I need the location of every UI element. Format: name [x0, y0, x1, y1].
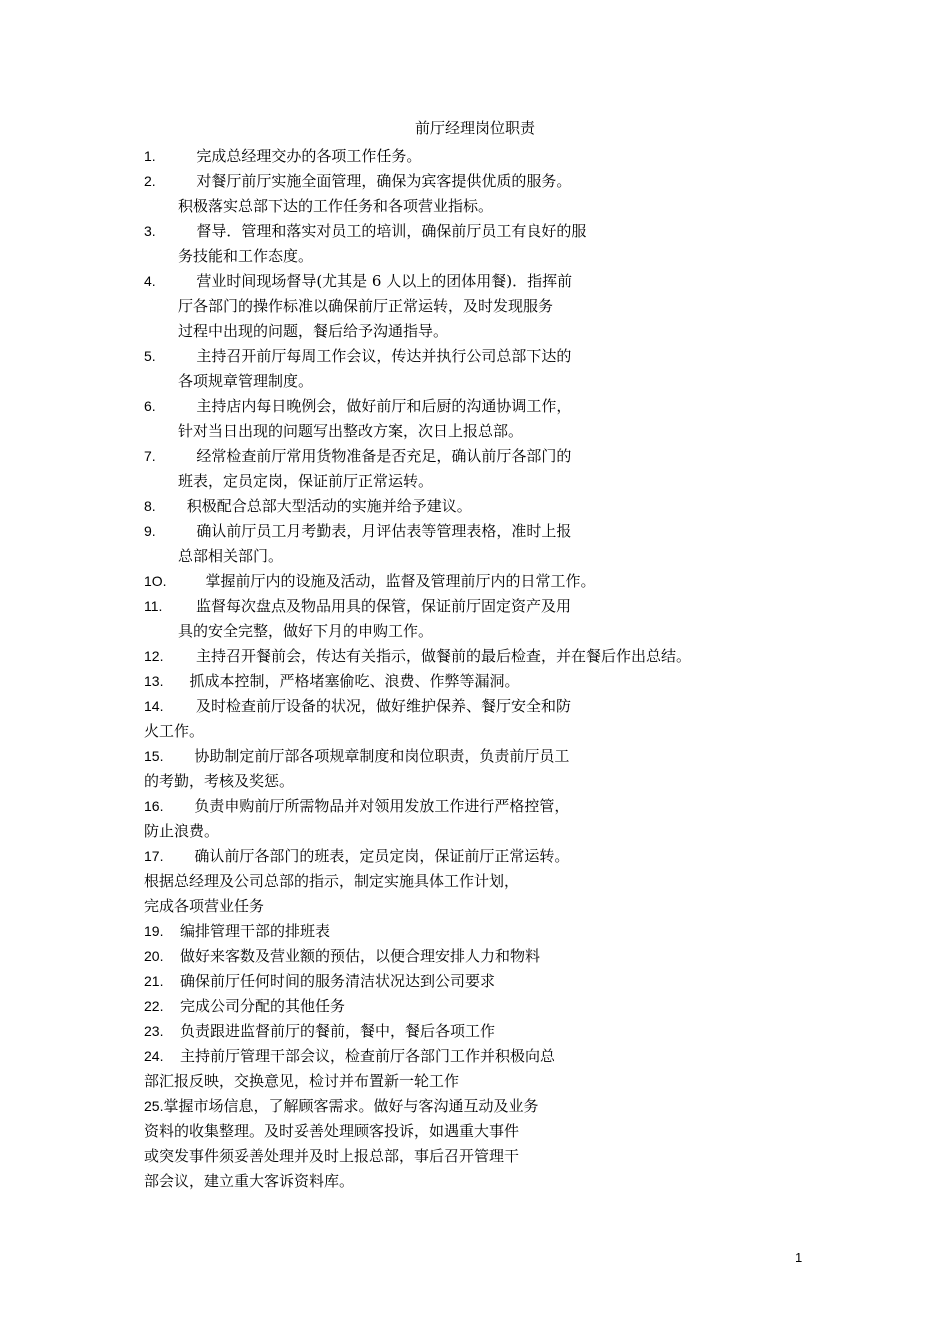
item-text: 负责跟进监督前厅的餐前，餐中，餐后各项工作 — [180, 1022, 496, 1040]
item-text: 及时检查前厅设备的状况，做好维护保养、餐厅安全和防 — [196, 697, 572, 715]
page-number: 1 — [795, 1250, 803, 1265]
item-number: 17. — [144, 848, 164, 864]
item-number: 4. — [144, 273, 156, 289]
item-text: 做好来客数及营业额的预估，以便合理安排人力和物料 — [180, 947, 541, 965]
list-item — [144, 444, 764, 469]
item-text: 主持前厅管理干部会议，检查前厅各部门工作并积极向总 — [180, 1047, 556, 1065]
item-continuation: 具的安全完整，做好下月的申购工作。 — [178, 622, 434, 640]
item-continuation: 部汇报反映，交换意见，检讨并布置新一轮工作 — [144, 1072, 460, 1090]
item-continuation: 过程中出现的问题，餐后给予沟通指导。 — [178, 322, 449, 340]
item-number: 2. — [144, 173, 156, 189]
item-number: 20. — [144, 948, 164, 964]
item-number: 14. — [144, 698, 164, 714]
list-item — [144, 494, 764, 519]
item-number: 13. — [144, 673, 164, 689]
list-item — [144, 219, 764, 244]
item-number: 7. — [144, 448, 156, 464]
item-text: 确认前厅各部门的班表，定员定岗，保证前厅正常运转。 — [194, 847, 570, 865]
item-text: 对餐厅前厅实施全面管理，确保为宾客提供优质的服务。 — [196, 172, 572, 190]
item-continuation: 总部相关部门。 — [178, 547, 284, 565]
item-text: 确保前厅任何时间的服务清洁状况达到公司要求 — [180, 972, 496, 990]
item-number: 19. — [144, 923, 164, 939]
item-number: 1O. — [144, 573, 167, 589]
item-continuation: 厅各部门的操作标准以确保前厅正常运转，及时发现服务 — [178, 297, 554, 315]
list-item — [144, 794, 764, 819]
item-number: 25. — [144, 1098, 164, 1114]
item-continuation: 根据总经理及公司总部的指示，制定实施具体工作计划， — [144, 872, 520, 890]
item-continuation: 各项规章管理制度。 — [178, 372, 314, 390]
item-text: 完成公司分配的其他任务 — [180, 997, 346, 1015]
item-continuation: 部会议，建立重大客诉资料库。 — [144, 1172, 355, 1190]
item-text: 监督每次盘点及物品用具的保管，保证前厅固定资产及用 — [196, 597, 572, 615]
list-item — [144, 569, 764, 594]
item-continuation: 班表，定员定岗，保证前厅正常运转。 — [178, 472, 434, 490]
document-body — [144, 144, 764, 1194]
list-item — [144, 594, 764, 619]
item-text: 完成总经理交办的各项工作任务。 — [196, 147, 422, 165]
item-continuation: 防止浪费。 — [144, 822, 220, 840]
item-text: 抓成本控制，严格堵塞偷吃、浪费、作弊等漏洞。 — [189, 672, 520, 690]
list-item — [144, 644, 764, 669]
item-text: 主持召开前厅每周工作会议，传达并执行公司总部下达的 — [196, 347, 572, 365]
list-item — [144, 844, 764, 869]
item-text: 编排管理干部的排班表 — [180, 922, 331, 940]
item-text: 经常检查前厅常用货物准备是否充足，确认前厅各部门的 — [196, 447, 572, 465]
item-number: 3. — [144, 223, 156, 239]
item-text: 协助制定前厅部各项规章制度和岗位职责，负责前厅员工 — [194, 747, 570, 765]
list-item — [144, 944, 764, 969]
item-text: 督导．管理和落实对员工的培训，确保前厅员工有良好的服 — [196, 222, 587, 240]
list-item — [144, 394, 764, 419]
item-number: 6. — [144, 398, 156, 414]
list-item — [144, 1094, 764, 1119]
item-continuation: 或突发事件须妥善处理并及时上报总部，事后召开管理干 — [144, 1147, 520, 1165]
list-item — [144, 169, 764, 194]
item-text: 确认前厅员工月考勤表，月评估表等管理表格，准时上报 — [196, 522, 572, 540]
item-continuation: 火工作。 — [144, 722, 205, 740]
list-item — [144, 694, 764, 719]
item-continuation: 的考勤，考核及奖惩。 — [144, 772, 295, 790]
document-title: 前厅经理岗位职责 — [414, 119, 535, 137]
item-number: 24. — [144, 1048, 164, 1064]
item-number: 11. — [144, 598, 163, 614]
item-number: 15. — [144, 748, 164, 764]
item-number: 1. — [144, 148, 156, 164]
list-item — [144, 144, 764, 169]
list-item — [144, 994, 764, 1019]
item-text: 掌握前厅内的设施及活动，监督及管理前厅内的日常工作。 — [205, 572, 596, 590]
item-continuation: 务技能和工作态度。 — [178, 247, 314, 265]
item-number: 5. — [144, 348, 156, 364]
item-number: 23. — [144, 1023, 164, 1039]
item-number: 9. — [144, 523, 156, 539]
item-number: 21. — [144, 973, 164, 989]
item-text: 主持召开餐前会，传达有关指示，做餐前的最后检查，并在餐后作出总结。 — [196, 647, 692, 665]
item-continuation: 积极落实总部下达的工作任务和各项营业指标。 — [178, 197, 494, 215]
item-continuation: 针对当日出现的问题写出整改方案，次日上报总部。 — [178, 422, 524, 440]
list-item — [144, 969, 764, 994]
item-text: 负责申购前厅所需物品并对领用发放工作进行严格控管， — [194, 797, 570, 815]
item-text: 营业时间现场督导(尤其是 6 人以上的团体用餐)．指挥前 — [196, 272, 573, 290]
item-number: 16. — [144, 798, 164, 814]
list-item — [144, 669, 764, 694]
item-number: 12. — [144, 648, 164, 664]
list-item — [144, 519, 764, 544]
item-text: 主持店内每日晚例会，做好前厅和后厨的沟通协调工作， — [196, 397, 572, 415]
list-item — [144, 344, 764, 369]
list-item — [144, 1019, 764, 1044]
item-number: 8. — [144, 498, 156, 514]
list-item — [144, 744, 764, 769]
list-item — [144, 269, 764, 294]
item-continuation: 完成各项营业任务 — [144, 897, 265, 915]
item-text: 掌握市场信息，了解顾客需求。做好与客沟通互动及业务 — [163, 1097, 539, 1115]
item-number: 22. — [144, 998, 164, 1014]
list-item — [144, 919, 764, 944]
list-item — [144, 1044, 764, 1069]
item-text: 积极配合总部大型活动的实施并给予建议。 — [186, 497, 472, 515]
item-continuation: 资料的收集整理。及时妥善处理顾客投诉，如遇重大事件 — [144, 1122, 520, 1140]
